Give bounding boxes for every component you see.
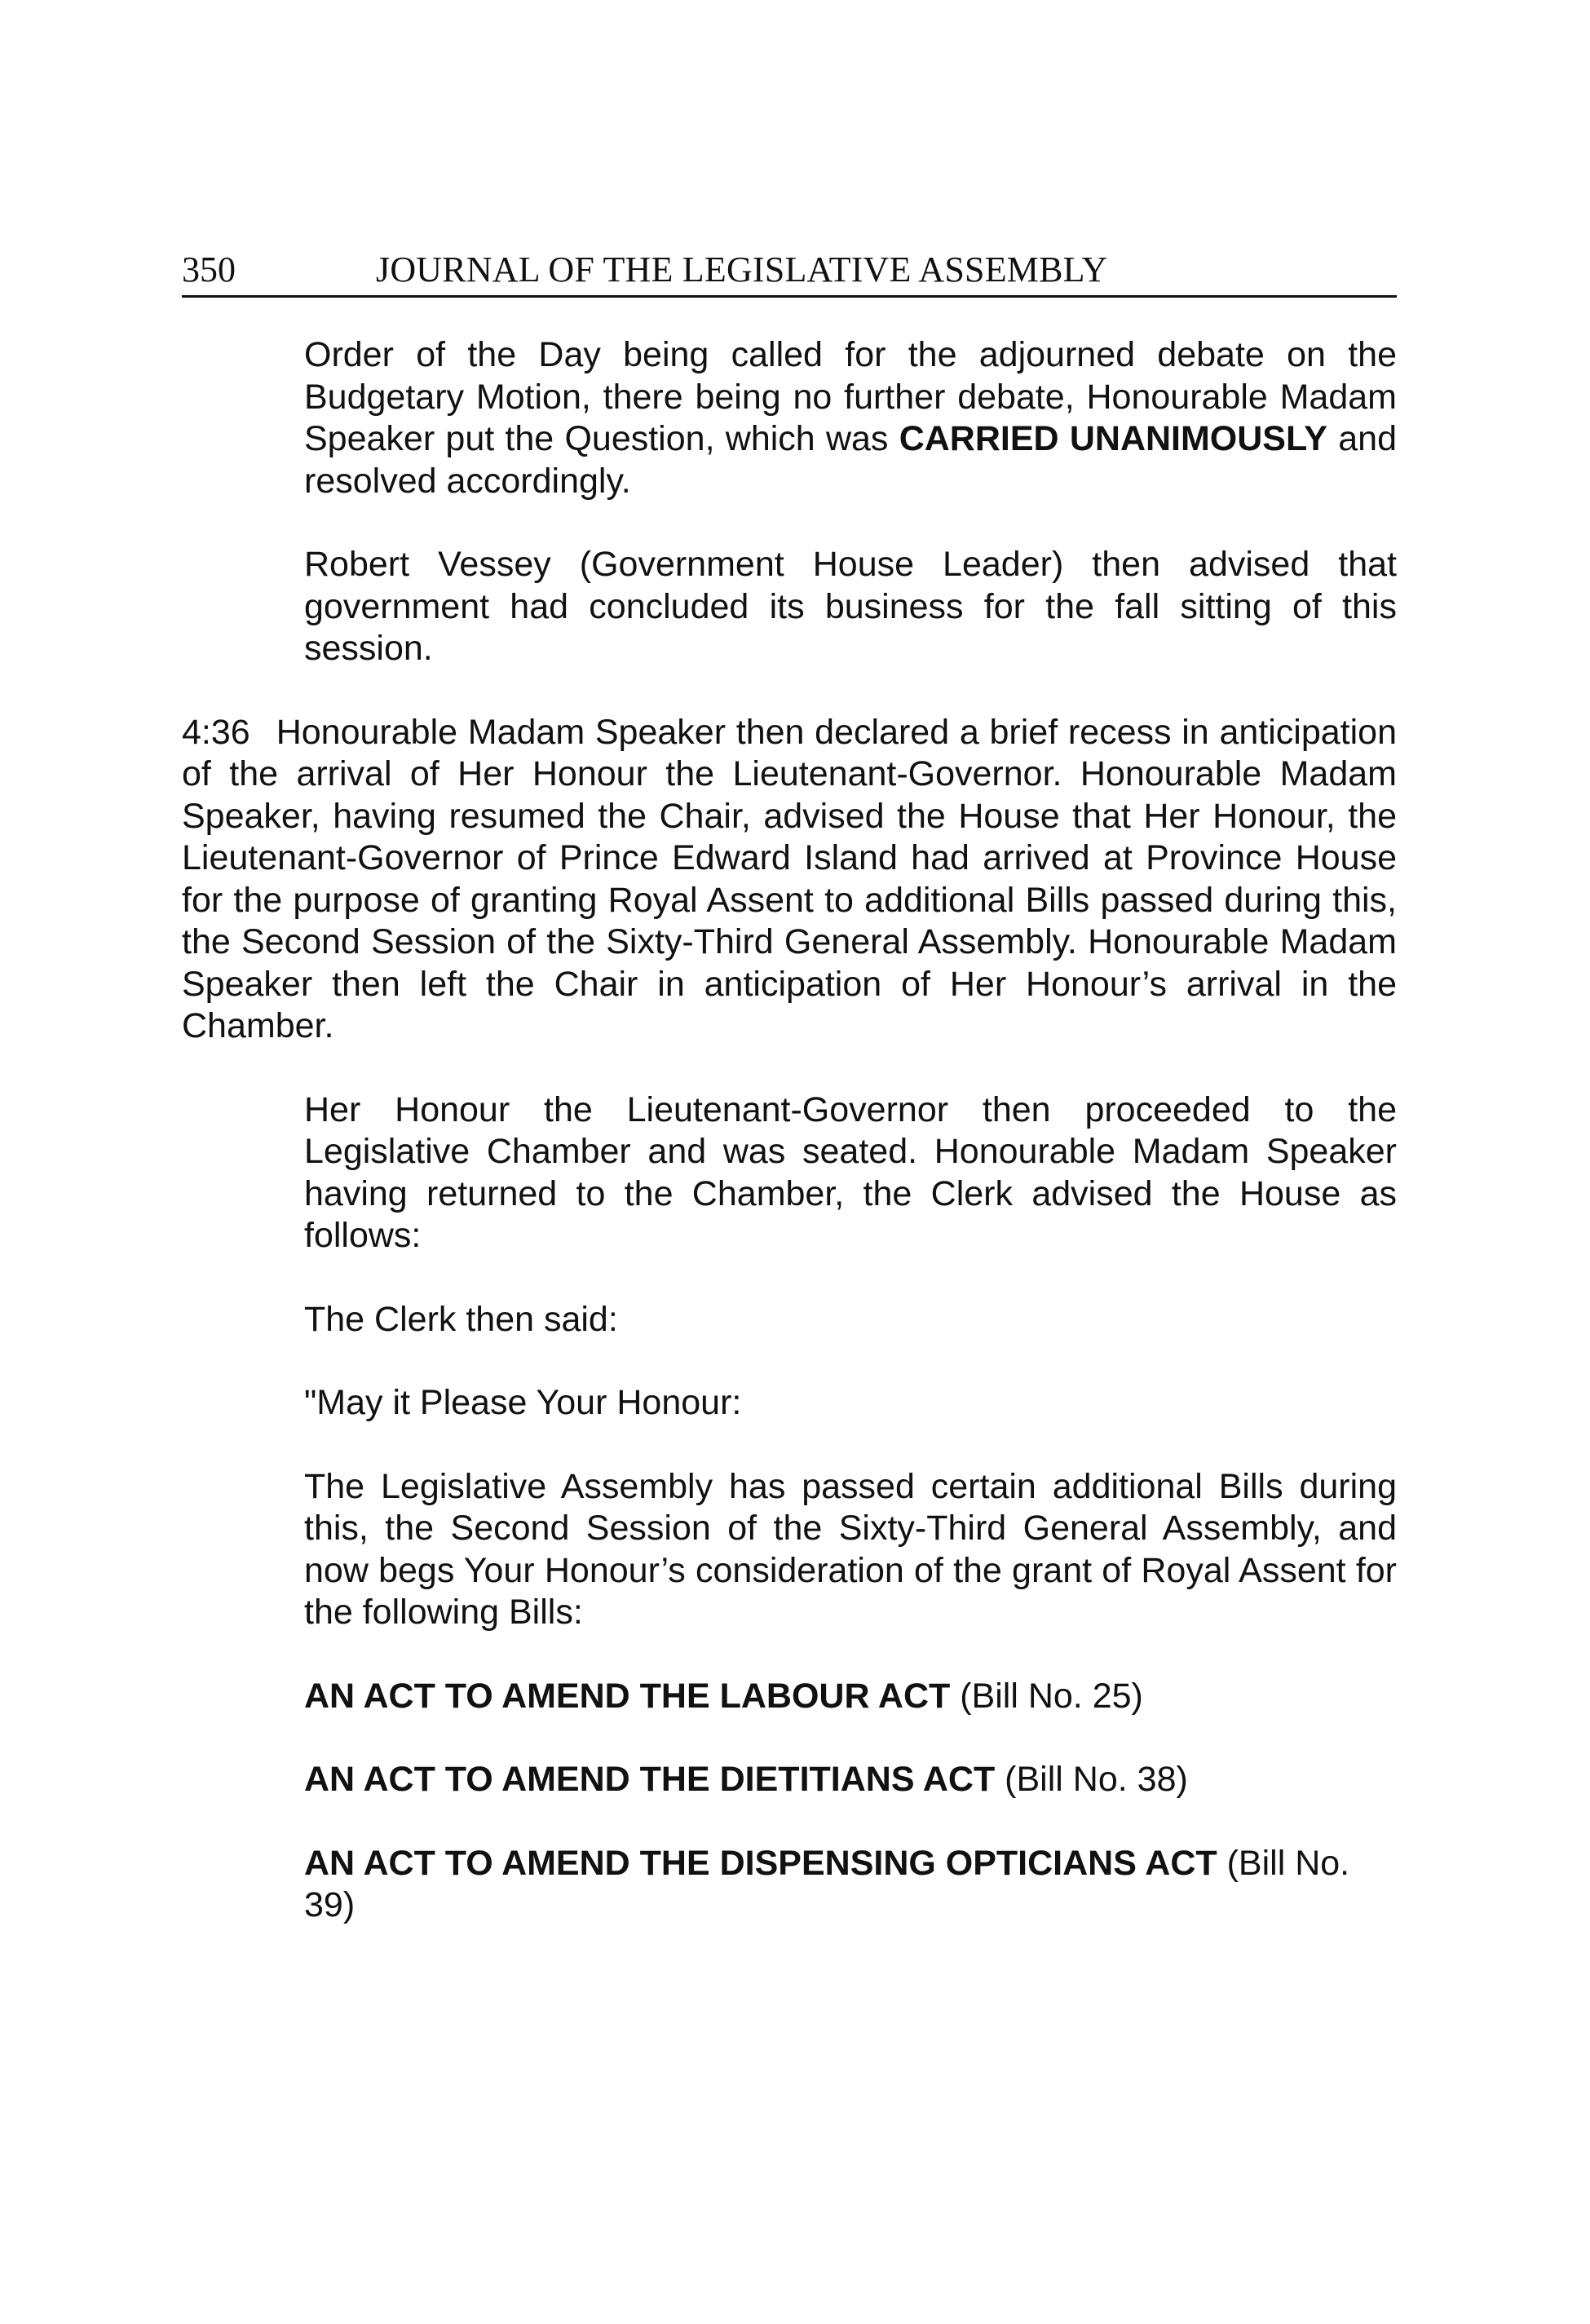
paragraph-lieutenant-governor: Her Honour the Lieutenant-Governor then proceeded to the Legislative Chamber and was seated. Honourable Madam Speaker having returned to the Chamber, the Clerk advised the House as follows: — [304, 1089, 1397, 1255]
carried-unanimously-text: CARRIED UNANIMOUSLY — [899, 419, 1327, 458]
journal-body — [182, 334, 1397, 1968]
bill-item — [304, 1676, 1397, 1718]
paragraph-may-it-please: "May it Please Your Honour: — [304, 1383, 742, 1422]
paragraph-clerk-said: The Clerk then said: — [304, 1299, 618, 1339]
paragraph-text: and resolved accordingly. — [304, 419, 1397, 501]
bill-title: AN ACT TO AMEND THE LABOUR ACT — [304, 1676, 951, 1716]
bill-number: (Bill No. 25) — [950, 1676, 1143, 1716]
time-stamp: 4:36 — [182, 712, 250, 752]
page-header — [182, 245, 1397, 298]
paragraph-recess — [182, 712, 1397, 1048]
bill-number: (Bill No. 39) — [304, 1843, 1350, 1924]
bill-title: AN ACT TO AMEND THE DISPENSING OPTICIANS ACT — [304, 1843, 1217, 1883]
page-number: 350 — [182, 250, 236, 289]
paragraph-text: Order of the Day being called for the adjourned debate on the Budgetary Motion, there being no further debate, Honourable Madam Speaker put the Question, which was — [304, 335, 1397, 458]
bill-item — [304, 1843, 1397, 1927]
paragraph-house-leader: Robert Vessey (Government House Leader) then advised that government had concluded its business for the fall sitting of this session. — [304, 545, 1397, 668]
paragraph-text: Honourable Madam Speaker then declared a brief recess in anticipation of the arrival of Her Honour the Lieutenant-Governor. Honourable Madam Speaker, having resumed the Chair, advised the House that Her Honour, the Lieutenant-Governor of Prince Edward Island had arrived at Province House for the purpose of granting Royal Assent to additional Bills passed during this, the Second Session of the Sixty-Third General Assembly. Honourable Madam Speaker then left the Chair in anticipation of Her Honour’s arrival in the Chamber. — [182, 712, 1397, 1045]
bill-item — [304, 1759, 1397, 1801]
paragraph-bills-passed: The Legislative Assembly has passed certain additional Bills during this, the Second Session of the Sixty-Third General Assembly, and now begs Your Honour’s consideration of the grant of Royal Assent for the following Bills: — [304, 1466, 1397, 1632]
journal-title: JOURNAL OF THE LEGISLATIVE ASSEMBLY — [376, 250, 1108, 289]
bill-title: AN ACT TO AMEND THE DIETITIANS ACT — [304, 1760, 996, 1799]
paragraph-budgetary-motion — [304, 334, 1397, 502]
bill-number: (Bill No. 38) — [995, 1760, 1188, 1799]
